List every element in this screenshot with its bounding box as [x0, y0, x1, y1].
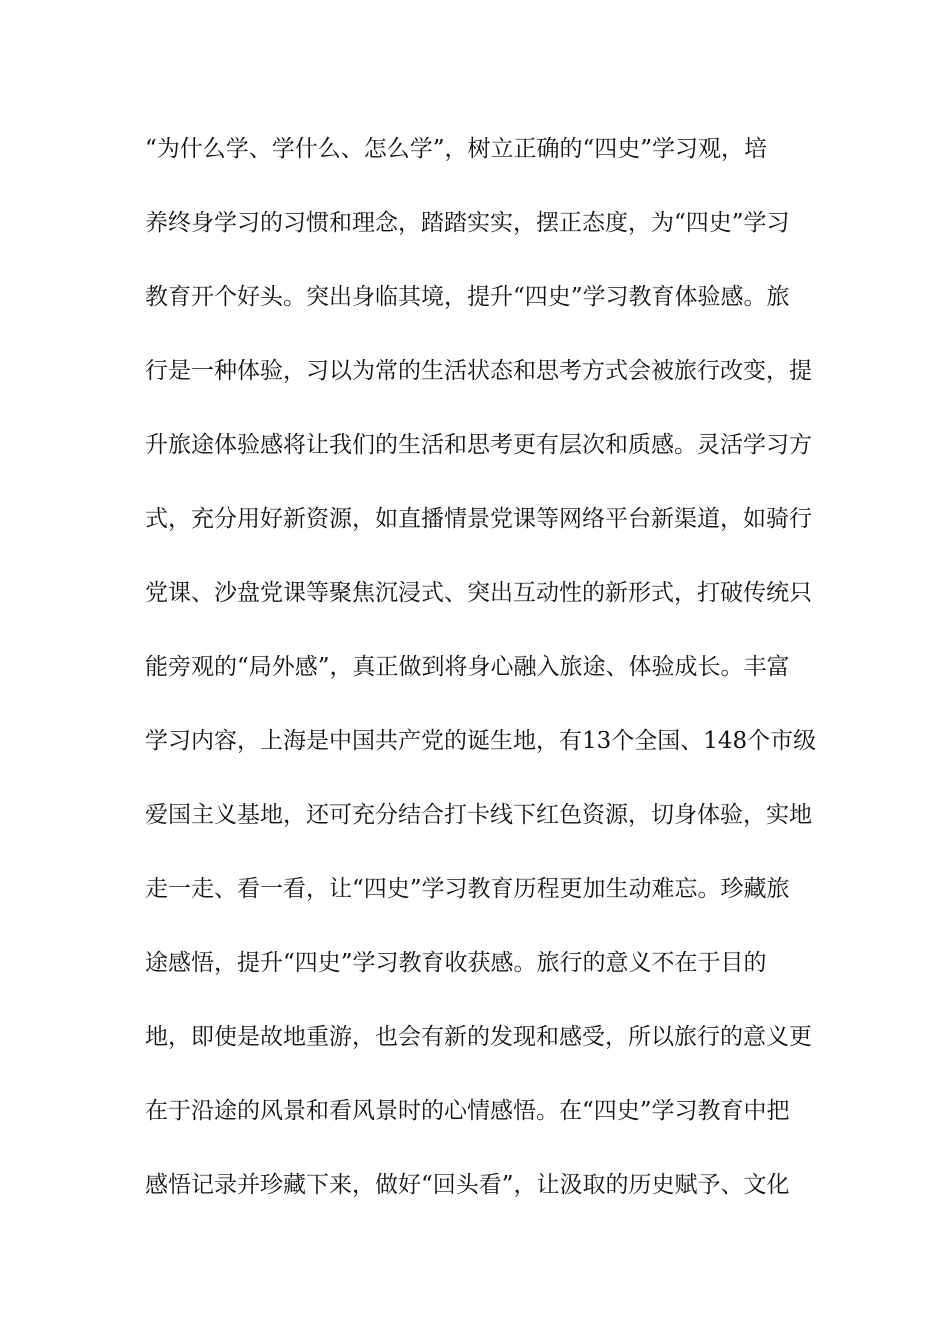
text-line: 地，即使是故地重游，也会有新的发现和感受，所以旅行的意义更	[145, 1024, 812, 1050]
text-line: 走一走、看一看，让“四史”学习教育历程更加生动难忘。珍藏旅	[145, 876, 790, 902]
text-line: 途感悟，提升“四史”学习教育收获感。旅行的意义不在于目的	[145, 950, 767, 976]
text-line: 感悟记录并珍藏下来，做好“回头看”，让汲取的历史赋予、文化	[145, 1172, 790, 1198]
text-line: 爱国主义基地，还可充分结合打卡线下红色资源，切身体验，实地	[145, 802, 812, 828]
text-line: 行是一种体验，习以为常的生活状态和思考方式会被旅行改变，提	[145, 358, 812, 384]
body-text	[145, 130, 817, 1240]
text-line: 党课、沙盘党课等聚焦沉浸式、突出互动性的新形式，打破传统只	[145, 580, 812, 606]
text-line: “为什么学、学什么、怎么学”，树立正确的“四史”学习观，培	[145, 136, 768, 162]
text-line: 式，充分用好新资源，如直播情景党课等网络平台新渠道，如骑行	[145, 506, 812, 532]
text-line: 在于沿途的风景和看风景时的心情感悟。在“四史”学习教育中把	[145, 1098, 790, 1124]
text-line: 教育开个好头。突出身临其境，提升“四史”学习教育体验感。旅	[145, 284, 790, 310]
text-line: 能旁观的“局外感”，真正做到将身心融入旅途、体验成长。丰富	[145, 654, 790, 680]
text-line: 养终身学习的习惯和理念，踏踏实实，摆正态度，为“四史”学习	[145, 210, 790, 236]
text-line: 学习内容，上海是中国共产党的诞生地，有13个全国、148个市级	[145, 728, 817, 754]
text-line: 升旅途体验感将让我们的生活和思考更有层次和质感。灵活学习方	[145, 432, 812, 458]
